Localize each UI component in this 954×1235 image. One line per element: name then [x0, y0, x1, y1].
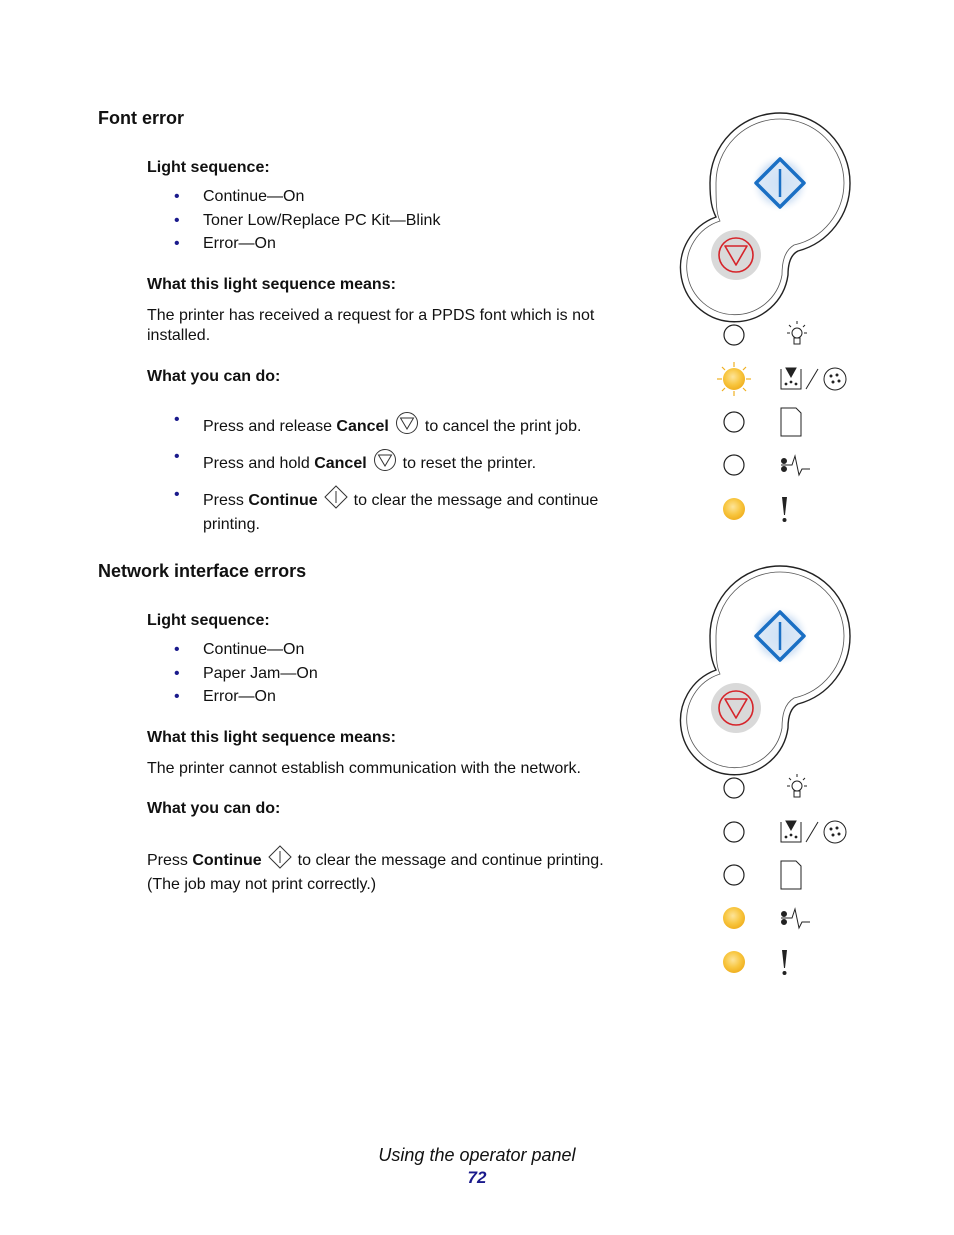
paper-jam-icon — [781, 456, 810, 475]
action-item: Press Continue to clear the message and continue printing. (The job may not print correctly.) — [147, 845, 604, 895]
error-led — [723, 498, 745, 520]
cando-heading: What you can do: — [147, 800, 281, 817]
toner-icon — [781, 368, 846, 390]
panel-body — [680, 566, 850, 775]
action-item: • Press and hold Cancel to reset the printer. — [203, 448, 536, 477]
page-number: 72 — [467, 1168, 487, 1187]
paper-jam-led — [723, 907, 745, 929]
list-item: • Continue—On — [174, 188, 305, 205]
list-item: • Toner Low/Replace PC Kit—Blink — [174, 212, 441, 229]
section-heading-network-errors: Network interface errors — [98, 561, 307, 581]
toner-icon — [781, 821, 846, 843]
error-icon — [782, 497, 787, 522]
ready-icon — [787, 321, 807, 344]
footer-title: Using the operator panel — [378, 1145, 576, 1165]
load-paper-led — [724, 865, 744, 885]
cancel-button[interactable] — [711, 230, 761, 280]
list-item: • Error—On — [174, 688, 276, 705]
list-item: • Paper Jam—On — [174, 665, 318, 682]
panel-body — [680, 113, 850, 322]
meaning-text: The printer has received a request for a PPDS font which is not installed. — [147, 307, 595, 344]
meaning-heading: What this light sequence means: — [147, 729, 396, 746]
load-paper-icon — [781, 408, 801, 436]
paper-jam-icon — [781, 909, 810, 928]
continue-icon — [268, 845, 292, 875]
toner-led — [717, 362, 751, 396]
light-sequence-heading: Light sequence: — [147, 159, 270, 176]
ready-led — [724, 778, 744, 798]
cancel-icon — [373, 448, 397, 477]
operator-panel-illustration — [670, 558, 860, 988]
list-item: • Error—On — [174, 235, 276, 252]
action-item: • Press and release Cancel to cancel the print job. — [203, 411, 581, 440]
meaning-text: The printer cannot establish communication with the network. — [147, 760, 581, 777]
continue-button[interactable] — [750, 606, 810, 666]
error-led — [723, 951, 745, 973]
load-paper-icon — [781, 861, 801, 889]
continue-icon — [324, 485, 348, 515]
toner-led — [724, 822, 744, 842]
paper-jam-led — [724, 455, 744, 475]
cancel-icon — [395, 411, 419, 440]
cancel-button[interactable] — [711, 683, 761, 733]
error-icon — [782, 950, 787, 975]
meaning-heading: What this light sequence means: — [147, 276, 396, 293]
ready-icon — [787, 774, 807, 797]
ready-led — [724, 325, 744, 345]
continue-button[interactable] — [750, 153, 810, 213]
action-item: • Press Continue to clear the message and continue printing. — [174, 486, 599, 533]
light-sequence-heading: Light sequence: — [147, 612, 270, 629]
load-paper-led — [724, 412, 744, 432]
list-item: • Continue—On — [174, 641, 305, 658]
cando-heading: What you can do: — [147, 368, 281, 385]
operator-panel-illustration — [670, 105, 860, 535]
section-heading-font-error: Font error — [98, 108, 185, 128]
